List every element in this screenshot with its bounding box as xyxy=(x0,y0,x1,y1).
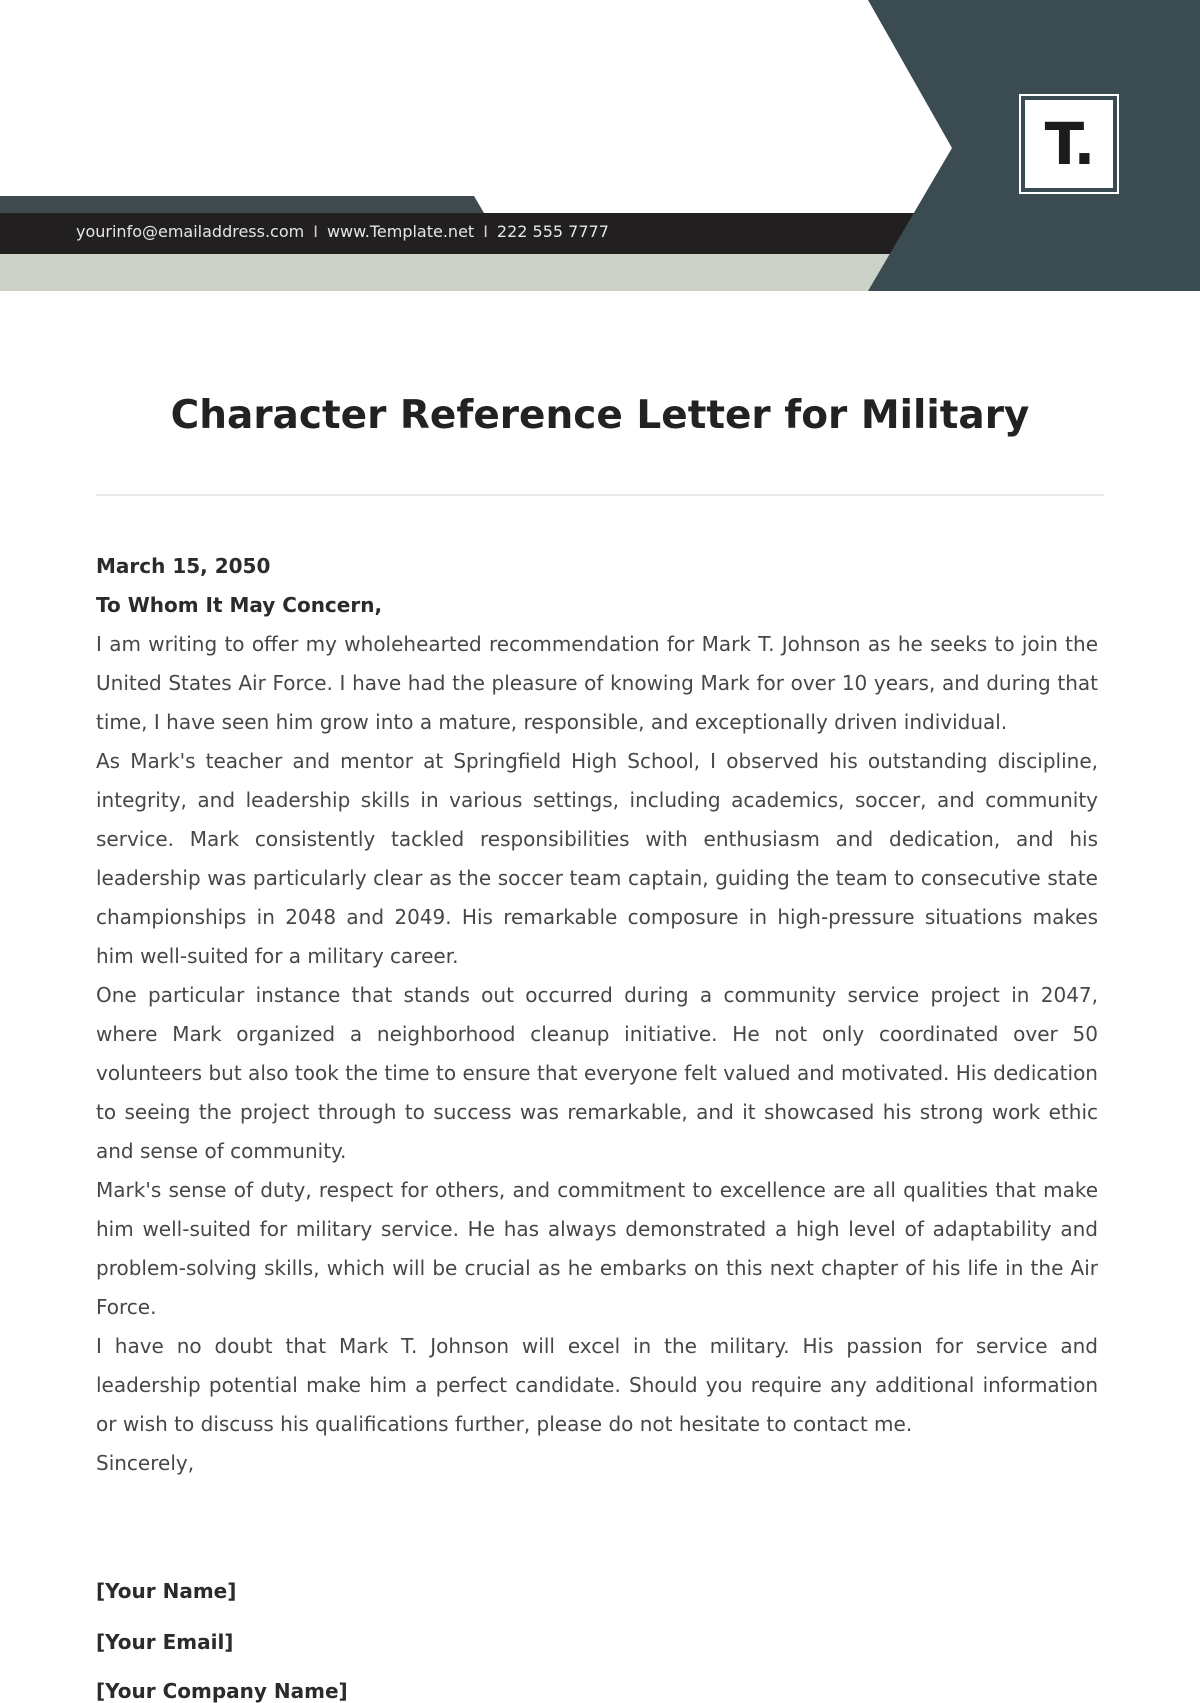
contact-email[interactable]: yourinfo@emailaddress.com xyxy=(76,221,305,241)
contact-separator: I xyxy=(313,221,318,241)
signature-company: [Your Company Name] xyxy=(96,1679,348,1703)
letterhead-header xyxy=(0,0,1200,292)
contact-separator: I xyxy=(483,221,488,241)
contact-website[interactable]: www.Template.net xyxy=(326,221,475,241)
letter-paragraph: I am writing to offer my wholehearted recommendation for Mark T. Johnson as he seeks to join the United States Air Force. I have had the pleasure of knowing Mark for over 10 years, and during that time, I have seen him grow into a mature, responsible, and exceptionally driven individual. xyxy=(96,632,1098,734)
logo-inner xyxy=(1025,100,1113,188)
letter-salutation: To Whom It May Concern, xyxy=(96,593,383,617)
logo xyxy=(1019,94,1119,194)
letter-paragraph: One particular instance that stands out occurred during a community service project in 2047, where Mark organized a neighborhood cleanup initiative. He not only coordinated over 50 volunteers but also took the time to ensure that everyone felt valued and motivated. His dedication to seeing the project through to success was remarkable, and it showcased his strong work ethic and sense of community. xyxy=(96,983,1098,1163)
contact-phone: 222 555 7777 xyxy=(496,221,609,241)
signature-name: [Your Name] xyxy=(96,1579,237,1603)
letter-date: March 15, 2050 xyxy=(96,554,271,578)
sage-band xyxy=(0,254,890,291)
letter-paragraph: I have no doubt that Mark T. Johnson will excel in the military. His passion for service and leadership potential make him a perfect candidate. Should you require any additional information or wish to discuss his qualifications further, please do not hesitate to contact me. xyxy=(96,1334,1098,1436)
letter-body xyxy=(96,547,1098,1483)
contact-info xyxy=(76,218,609,244)
letter-paragraph: Mark's sense of duty, respect for others, and commitment to excellence are all qualities that make him well-suited for military service. He has always demonstrated a high level of adaptability and problem-solving skills, which will be crucial as he embarks on this next chapter of his life in the Air Force. xyxy=(96,1178,1098,1319)
letter-paragraph: As Mark's teacher and mentor at Springfield High School, I observed his outstanding discipline, integrity, and leadership skills in various settings, including academics, soccer, and community service. Mark consistently tackled responsibilities with enthusiasm and dedication, and his leadership was particularly clear as the soccer team captain, guiding the team to consecutive state championships in 2048 and 2049. His remarkable composure in high-pressure situations makes him well-suited for a military career. xyxy=(96,749,1098,968)
signature-email: [Your Email] xyxy=(96,1630,234,1654)
letter-closing: Sincerely, xyxy=(96,1451,195,1475)
title-divider xyxy=(96,494,1104,496)
gray-strip xyxy=(0,196,484,213)
page-title: Character Reference Letter for Military xyxy=(170,393,1030,438)
logo-letter: T. xyxy=(1044,110,1094,178)
